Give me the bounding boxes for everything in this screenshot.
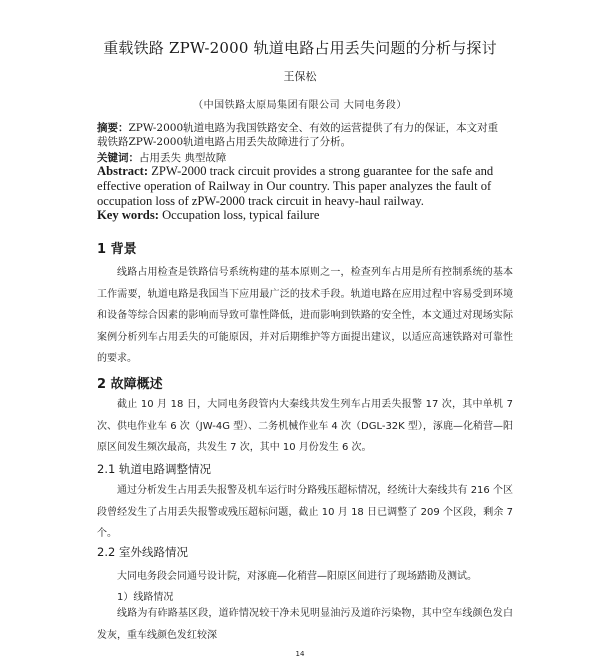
section-2-2-paragraph-2: 线路为有砟路基区段，道砟情况较干净未见明显油污及道砟污染物，其中空车线颜色发白发灰，重车线颜色发红较深 [97, 608, 513, 641]
paper-title: 重载铁路 ZPW-2000 轨道电路占用丢失问题的分析与探讨 [103, 39, 497, 57]
abstract-en-label: Abstract: [97, 164, 149, 178]
abstract-english [97, 164, 512, 209]
section-2-1-paragraph: 通过分析发生占用丢失报警及机车运行时分路残压超标情况，经统计大秦线共有 216 个区段曾经发生了占用丢失报警或残压超标问题，截止 10 月 18 日已调整了 209 个区段，剩余 7 个。 [97, 485, 513, 539]
keywords-en-text: Occupation loss, typical failure [162, 208, 320, 222]
author-affiliation: （中国铁路太原局集团有限公司 大同电务段） [193, 100, 407, 111]
abstract-cn-text: ZPW-2000轨道电路为我国铁路安全、有效的运营提供了有力的保证，本文对重载铁路ZPW-2000轨道电路占用丢失故障进行了分析。 [97, 122, 499, 148]
keywords-chinese [97, 151, 507, 165]
section-1-paragraph: 线路占用检查是铁路信号系统构建的基本原则之一，检查列车占用是所有控制系统的基本工作需要，轨道电路是我国当下应用最广泛的技术手段。轨道电路在应用过程中容易受到环境和设备等综合因素的影响而导致可靠性降低，进而影响到铁路的安全性，本文通过对现场实际案例分析列车占用丢失的可能原因，并对后期维护等方面提出建议，以适应高速铁路对可靠性的要求。 [97, 267, 513, 364]
keywords-cn-text: 占用丢失 典型故障 [139, 152, 227, 164]
section-2-2-subheading: 1）线路情况 [117, 592, 174, 603]
keywords-en-label: Key words: [97, 208, 159, 222]
section-2-heading: 2 故障概述 [97, 377, 163, 392]
abstract-chinese [97, 121, 507, 149]
section-2-1-heading: 2.1 轨道电路调整情况 [97, 462, 211, 476]
section-2-2-paragraph: 大同电务段会同通号设计院，对涿鹿—化稍营—阳原区间进行了现场踏勘及测试。 [117, 571, 477, 582]
abstract-en-text: ZPW-2000 track circuit provides a strong guarantee for the safe and effective operation of Railway in Our country. This paper analyzes the fault of occupation loss of zPW-2000 track circuit in heavy-haul railway. [97, 164, 494, 208]
keywords-english [97, 208, 512, 223]
section-1-heading: 1 背景 [97, 242, 137, 257]
author-name: 王保松 [283, 70, 317, 83]
page-number: 14 [295, 650, 305, 658]
section-2-paragraph: 截止 10 月 18 日，大同电务段管内大秦线共发生列车占用丢失报警 17 次，其中单机 7 次、供电作业车 6 次（JW-4G 型）、二务机械作业车 4 次（DGL-32K 型），涿鹿—化稍营—阳原区间发生频次最高，共发生 7 次，其中 10 月份发生 6 次。 [97, 399, 513, 453]
section-2-2-heading: 2.2 室外线路情况 [97, 545, 188, 559]
abstract-cn-label: 摘要： [97, 122, 129, 134]
keywords-cn-label: 关键词： [97, 152, 139, 164]
